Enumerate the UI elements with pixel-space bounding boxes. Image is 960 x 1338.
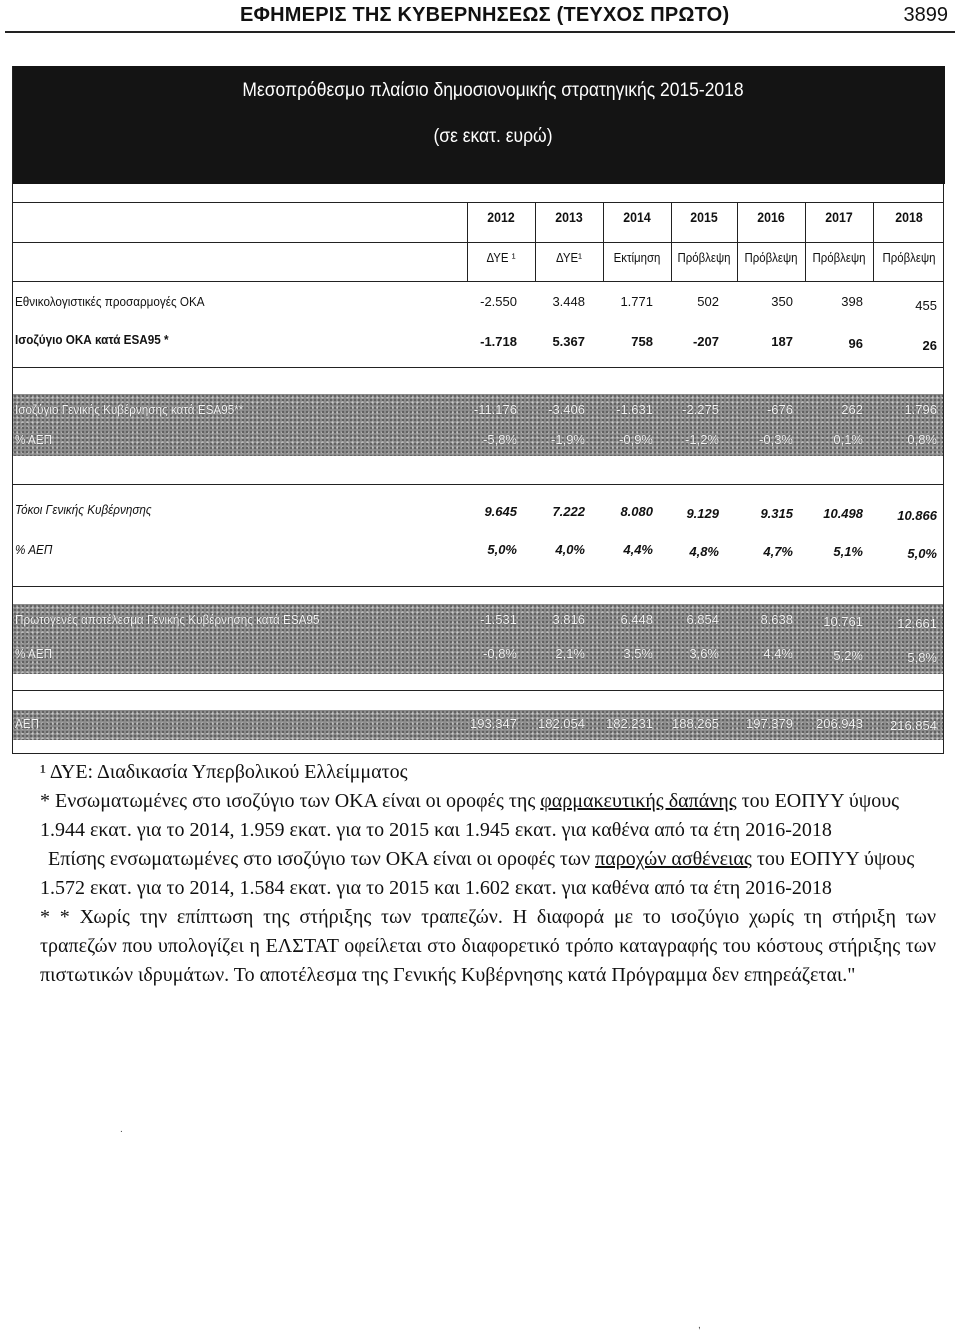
- value-cell: 4,4%: [763, 646, 793, 661]
- value-cell: 6.448: [620, 612, 653, 627]
- gazette-title: ΕΦΗΜΕΡΙΣ ΤΗΣ ΚΥΒΕΡΝΗΣΕΩΣ (ΤΕΥΧΟΣ ΠΡΩΤΟ): [240, 4, 730, 26]
- grid-line: [535, 202, 536, 281]
- page-number: 3899: [903, 4, 948, 26]
- page-header: [0, 0, 960, 30]
- value-cell: -3.406: [548, 402, 585, 417]
- value-cell: -0,8%: [483, 646, 517, 661]
- value-cell: 9.645: [484, 504, 517, 519]
- row-label-gg-balance-pct: % ΑΕΠ: [15, 432, 53, 447]
- value-cell: 96: [848, 336, 863, 351]
- value-cell: -0,9%: [619, 432, 653, 447]
- year-header: 2012: [487, 209, 515, 225]
- value-cell: -207: [692, 334, 719, 349]
- footnote-3-text: του ΕΟΠΥΥ ύψους 1.572 εκατ. για το 2014, 1.584 εκατ. για το 2015 και 1.602 εκατ. για καθένα από τα έτη 2016-2018: [40, 848, 915, 899]
- row-label-primary-balance: Πρωτογενές αποτέλεσμα Γενικής Κυβέρνησης κατά ESA95: [15, 612, 320, 627]
- value-cell: -2.275: [682, 402, 719, 417]
- table-unit: (σε εκατ. ευρώ): [433, 126, 553, 147]
- value-cell: 7.222: [552, 504, 585, 519]
- value-cell: 455: [915, 298, 937, 313]
- value-cell: 398: [841, 294, 863, 309]
- table-title-band: [13, 66, 945, 184]
- value-cell: 9.129: [686, 506, 719, 521]
- scan-dot: .: [120, 1124, 123, 1135]
- value-cell: 206.943: [816, 716, 863, 731]
- value-cell: 3,6%: [689, 646, 719, 661]
- value-cell: 10.761: [823, 614, 863, 629]
- value-cell: -1,9%: [551, 432, 585, 447]
- year-type: ΔΥΕ¹: [556, 250, 582, 265]
- value-cell: 2,1%: [555, 646, 585, 661]
- value-cell: 182.054: [538, 716, 585, 731]
- value-cell: 5,1%: [833, 544, 863, 559]
- footnote-1: ¹ ΔΥΕ: Διαδικασία Υπερβολικού Ελλείμματος: [40, 761, 408, 783]
- grid-line: [737, 202, 738, 281]
- year-type: Πρόβλεψη: [677, 250, 731, 265]
- footnote-2: [40, 787, 936, 845]
- value-cell: 12.661: [897, 616, 937, 631]
- value-cell: -676: [766, 402, 793, 417]
- value-cell: 188.265: [672, 716, 719, 731]
- footnote-2-underlined: φαρμακευτικής δαπάνης: [540, 790, 737, 812]
- value-cell: 1.796: [904, 402, 937, 417]
- value-cell: 8.080: [620, 504, 653, 519]
- grid-line: [13, 281, 944, 282]
- row-label-interest: Τόκοι Γενικής Κυβέρνησης: [15, 502, 152, 517]
- row-label-interest-pct: % ΑΕΠ: [15, 542, 53, 557]
- row-label-oka-adjustments: Εθνικολογιστικές προσαρμογές ΟΚΑ: [15, 294, 205, 309]
- value-cell: 5,0%: [907, 546, 937, 561]
- value-cell: -0,3%: [759, 432, 793, 447]
- value-cell: 5,0%: [487, 542, 517, 557]
- footnote-3-underlined: παροχών ασθένειας: [595, 848, 752, 870]
- table-title: Μεσοπρόθεσμο πλαίσιο δημοσιονομικής στρατηγικής 2015-2018: [242, 80, 744, 101]
- grid-line: [13, 484, 944, 485]
- gdp-band: [13, 710, 943, 740]
- row-label-gdp: ΑΕΠ: [15, 716, 40, 731]
- year-header: 2015: [690, 209, 718, 225]
- year-header: 2013: [555, 209, 583, 225]
- year-header: 2014: [623, 209, 651, 225]
- value-cell: 4,7%: [763, 544, 793, 559]
- footnote-3: [40, 845, 936, 903]
- year-type: Εκτίμηση: [613, 250, 661, 265]
- grid-line: [467, 202, 468, 281]
- value-cell: 182.231: [606, 716, 653, 731]
- value-cell: 350: [771, 294, 793, 309]
- value-cell: -1,2%: [685, 432, 719, 447]
- value-cell: 3,5%: [623, 646, 653, 661]
- year-type: ΔΥΕ ¹: [486, 250, 516, 265]
- value-cell: -5,8%: [483, 432, 517, 447]
- value-cell: 0,1%: [833, 432, 863, 447]
- header-rule: [5, 31, 955, 33]
- fiscal-table: [12, 66, 944, 754]
- row-label-gg-balance: Ισοζύγιο Γενικής Κυβέρνησης κατά ESA95**: [15, 402, 244, 417]
- value-cell: 26: [922, 338, 937, 353]
- gg-balance-band: [13, 394, 943, 456]
- footnote-2-text: * Ενσωματωμένες στο ισοζύγιο των ΟΚΑ είναι οι οροφές της: [40, 790, 536, 812]
- value-cell: -2.550: [480, 294, 517, 309]
- value-cell: 5,8%: [907, 650, 937, 665]
- value-cell: 0,8%: [907, 432, 937, 447]
- value-cell: 758: [631, 334, 653, 349]
- year-type: Πρόβλεψη: [882, 250, 936, 265]
- value-cell: 193.347: [470, 716, 517, 731]
- row-label-oka-balance: Ισοζύγιο ΟΚΑ κατά ESA95 *: [15, 332, 169, 347]
- year-header: 2016: [757, 209, 785, 225]
- footnote-3-text: Επίσης ενσωματωμένες στο ισοζύγιο των ΟΚΑ είναι οι οροφές των: [48, 848, 591, 870]
- value-cell: 197.379: [746, 716, 793, 731]
- value-cell: 10.866: [897, 508, 937, 523]
- row-label-primary-balance-pct: % ΑΕΠ: [15, 646, 53, 661]
- year-header: 2018: [895, 209, 923, 225]
- footnote-4: * * Χωρίς την επίπτωση της στήριξης των τραπεζών. Η διαφορά με το ισοζύγιο χωρίς τη στήριξη των τραπεζών που υπολογίζει η ΕΛΣΤΑΤ οφείλεται στο διαφορετικό τρόπο καταγραφής του κόστους στήριξης των πιστωτικών ιδρυμάτων. Το αποτέλεσμα της Γενικής Κυβέρνησης κατά Πρόγραμμα δεν επηρεάζεται.": [40, 906, 936, 986]
- grid-line: [13, 690, 944, 691]
- year-header: 2017: [825, 209, 853, 225]
- value-cell: 8.638: [760, 612, 793, 627]
- value-cell: -1.631: [616, 402, 653, 417]
- scan-dot: ,: [698, 1320, 701, 1331]
- value-cell: 502: [697, 294, 719, 309]
- value-cell: 216.854: [890, 718, 937, 733]
- grid-line: [13, 586, 944, 587]
- primary-balance-band: [13, 604, 943, 674]
- value-cell: 5.367: [552, 334, 585, 349]
- value-cell: 9.315: [760, 506, 793, 521]
- footnote-2-text: του ΕΟΠΥΥ ύψους 1.944 εκατ. για το 2014, 1.959 εκατ. για το 2015 και 1.945 εκατ. για καθένα από τα έτη 2016-2018: [40, 790, 900, 841]
- footnotes: [40, 758, 936, 990]
- value-cell: 4,4%: [623, 542, 653, 557]
- value-cell: 4,8%: [689, 544, 719, 559]
- value-cell: 5,2%: [833, 648, 863, 663]
- value-cell: -1.531: [480, 612, 517, 627]
- grid-line: [873, 202, 874, 281]
- value-cell: 3.816: [552, 612, 585, 627]
- value-cell: 187: [771, 334, 793, 349]
- year-type: Πρόβλεψη: [744, 250, 798, 265]
- value-cell: 4,0%: [555, 542, 585, 557]
- grid-line: [805, 202, 806, 281]
- value-cell: 10.498: [823, 506, 863, 521]
- grid-line: [671, 202, 672, 281]
- value-cell: 6.854: [686, 612, 719, 627]
- value-cell: 262: [841, 402, 863, 417]
- grid-line: [603, 202, 604, 281]
- value-cell: -11.176: [473, 402, 517, 417]
- grid-line: [13, 367, 944, 368]
- year-type: Πρόβλεψη: [812, 250, 866, 265]
- value-cell: 1.771: [620, 294, 653, 309]
- value-cell: -1.718: [480, 334, 517, 349]
- value-cell: 3.448: [552, 294, 585, 309]
